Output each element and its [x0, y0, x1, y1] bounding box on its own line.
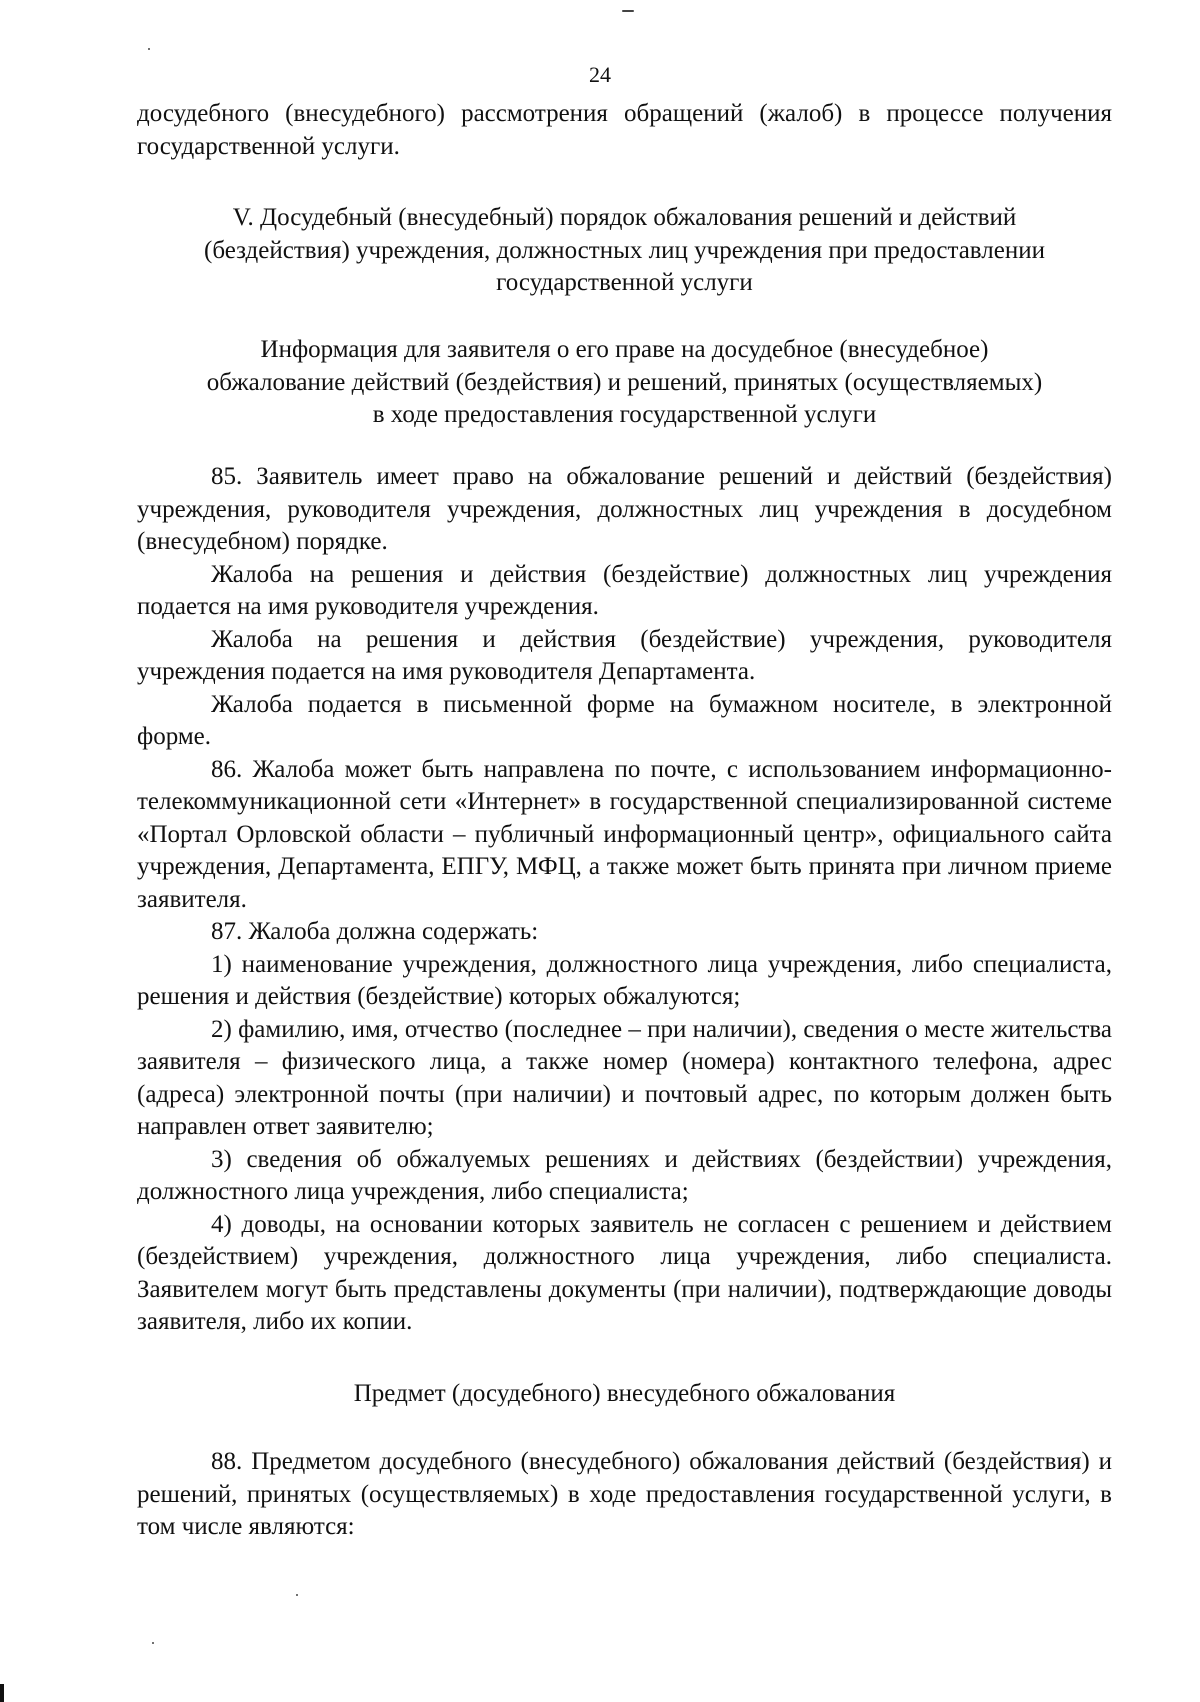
info-heading	[137, 334, 1112, 432]
paragraph-88: 88. Предметом досудебного (внесудебного) обжалования действий (бездействия) и решений, принятых (осуществляемых) в ходе предоставления государственной услуги, в том числе являются:	[137, 1448, 1112, 1540]
page-number: 24	[589, 62, 611, 87]
scan-mark	[622, 10, 634, 12]
info-heading-line: в ходе предоставления государственной услуги	[372, 401, 877, 428]
list-item-4: 4) доводы, на основании которых заявитель не согласен с решением и действием (бездействием) учреждения, должностного лица учреждения, либо специалиста. Заявителем могут быть представлены документы (при наличии), подтверждающие доводы заявителя, либо их копии.	[137, 1210, 1112, 1335]
paragraph-87: 87. Жалоба должна содержать:	[211, 918, 539, 945]
paragraph-88-container	[137, 1446, 1112, 1544]
list-item-2: 2) фамилию, имя, отчество (последнее – при наличии), сведения о месте жительства заявителя – физического лица, а также номер (номера) контактного телефона, адрес (адреса) электронной почты (при наличии) и почтовый адрес, по которым должен быть направлен ответ заявителю;	[137, 1015, 1112, 1140]
info-heading-line: обжалование действий (бездействия) и решений, принятых (осуществляемых)	[206, 368, 1043, 396]
paragraph-complaint-institution: Жалоба на решения и действия (бездействие) учреждения, руководителя учреждения подается на имя руководителя Департамента.	[137, 625, 1112, 685]
list-item-3: 3) сведения об обжалуемых решениях и действиях (бездействии) учреждения, должностного лица учреждения, либо специалиста;	[137, 1145, 1112, 1205]
paragraph-complaint-form: Жалоба подается в письменной форме на бумажном носителе, в электронной форме.	[137, 690, 1112, 750]
intro-paragraph: досудебного (внесудебного) рассмотрения обращений (жалоб) в процессе получения государственной услуги.	[137, 100, 1112, 160]
scan-speck	[296, 1594, 298, 1596]
subject-heading: Предмет (досудебного) внесудебного обжалования	[353, 1380, 896, 1407]
scan-speck	[152, 1642, 154, 1644]
section-v-heading-line: V. Досудебный (внесудебный) порядок обжалования решений и действий	[232, 204, 1017, 231]
section-v-heading	[137, 202, 1112, 300]
section-v-heading-line: (бездействия) учреждения, должностных лиц учреждения при предоставлении	[204, 236, 1045, 264]
paragraph-86: 86. Жалоба может быть направлена по почте, с использованием информационно-телекоммуникационной сети «Интернет» в государственной специализированной системе «Портал Орловской области – публичный информационный центр», официального сайта учреждения, Департамента, ЕПГУ, МФЦ, а также может быть принята при личном приеме заявителя.	[137, 755, 1112, 913]
paragraph-complaint-officials: Жалоба на решения и действия (бездействие) должностных лиц учреждения подается на имя руководителя учреждения.	[137, 560, 1112, 620]
list-item-1: 1) наименование учреждения, должностного лица учреждения, либо специалиста, решения и действия (бездействие) которых обжалуются;	[137, 950, 1112, 1010]
paragraph-85: 85. Заявитель имеет право на обжалование решений и действий (бездействия) учреждения, руководителя учреждения, должностных лиц учреждения в досудебном (внесудебном) порядке.	[137, 463, 1112, 555]
body-paragraphs	[137, 461, 1112, 1339]
scan-speck	[148, 48, 150, 50]
scan-edge-mark	[0, 1684, 4, 1702]
info-heading-line: Информация для заявителя о его праве на досудебное (внесудебное)	[260, 336, 989, 363]
section-v-heading-line: государственной услуги	[496, 269, 753, 296]
